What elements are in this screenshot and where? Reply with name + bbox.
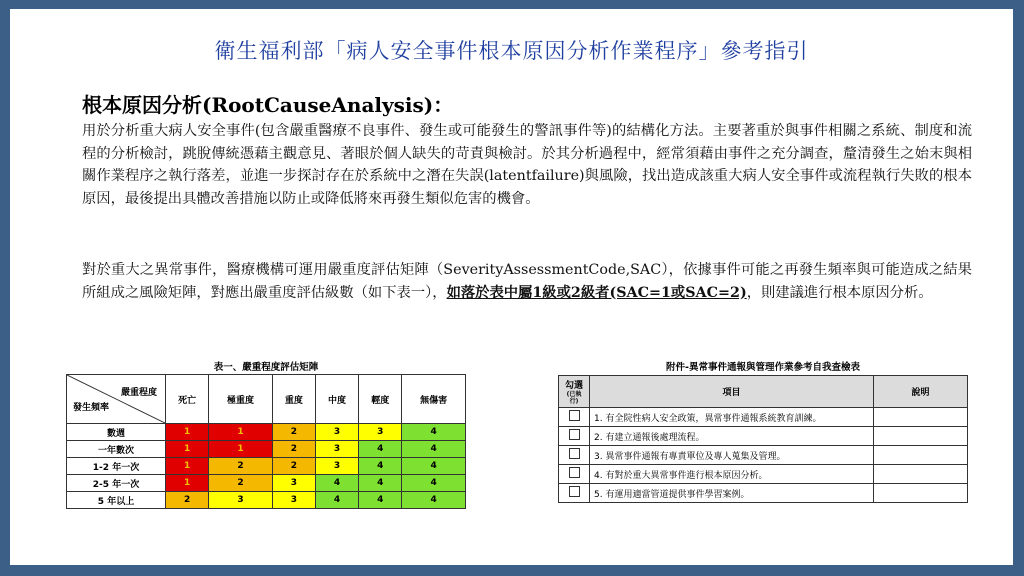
matrix-col-header: 死亡: [166, 375, 209, 424]
matrix-row-label: 2-5 年一次: [67, 475, 166, 492]
matrix-cell: 2: [272, 441, 315, 458]
matrix-cell: 2: [272, 458, 315, 475]
matrix-cell: 1: [166, 424, 209, 441]
matrix-header-row: [67, 375, 466, 424]
matrix-cell: 4: [402, 424, 466, 441]
matrix-cell: 3: [359, 424, 402, 441]
checklist-item: 2. 有建立通報後處理流程。: [590, 427, 874, 446]
matrix-cell: 4: [402, 458, 466, 475]
checkbox[interactable]: [569, 467, 580, 478]
matrix-cell: 4: [402, 492, 466, 509]
severity-matrix: [66, 374, 466, 509]
matrix-cell: 4: [359, 458, 402, 475]
checkbox-cell[interactable]: [559, 446, 590, 465]
matrix-cell: 4: [359, 441, 402, 458]
matrix-cell: 2: [272, 424, 315, 441]
checklist-item: 4. 有對於重大異常事件進行根本原因分析。: [590, 465, 874, 484]
checklist-row: [559, 484, 968, 503]
matrix-col-header: 重度: [272, 375, 315, 424]
matrix-row: [67, 424, 466, 441]
remark-cell: [874, 408, 968, 427]
matrix-cell: 4: [359, 492, 402, 509]
matrix-cell: 3: [272, 492, 315, 509]
checkbox[interactable]: [569, 429, 580, 440]
matrix-cell: 3: [315, 424, 358, 441]
remark-cell: [874, 484, 968, 503]
matrix-cell: 4: [402, 441, 466, 458]
matrix-cell: 3: [315, 458, 358, 475]
checkbox-cell[interactable]: [559, 408, 590, 427]
sac-paragraph-end: ，則建議進行根本原因分析。: [746, 284, 933, 301]
sac-paragraph-text: 對於重大之異常事件，醫療機構可運用嚴重度評估矩陣（SeverityAssessmentCode,SAC），依據事件可能之再發生頻率與可能造成之結果所組成之風險矩陣，對應出嚴重度評估級數（如下表一），: [82, 262, 972, 301]
checklist-caption: 附件-異常事件通報與管理作業參考自我查檢表: [666, 362, 860, 373]
matrix-row: [67, 441, 466, 458]
matrix-row: [67, 475, 466, 492]
matrix-row-label: 一年數次: [67, 441, 166, 458]
matrix-cell: 4: [402, 475, 466, 492]
checklist-item: 3. 異常事件通報有專責單位及專人蒐集及管理。: [590, 446, 874, 465]
corner-frequency-label: 發生頻率: [73, 403, 110, 413]
checklist-row: [559, 427, 968, 446]
corner-severity-label: 嚴重程度: [120, 388, 157, 398]
check-col-label: 勾選: [564, 381, 583, 391]
matrix-cell: 1: [166, 475, 209, 492]
checklist-item: 1. 有全院性病人安全政策，異常事件通報系統教育訓練。: [590, 408, 874, 427]
remark-cell: [874, 427, 968, 446]
sac-paragraph: [82, 259, 972, 304]
checklist-row: [559, 446, 968, 465]
matrix-row-label: 數週: [67, 424, 166, 441]
matrix-cell: 4: [315, 492, 358, 509]
matrix-col-header: 極重度: [209, 375, 273, 424]
remark-cell: [874, 446, 968, 465]
slide-title: 衛生福利部「病人安全事件根本原因分析作業程序」參考指引: [214, 39, 809, 63]
matrix-row-label: 1-2 年一次: [67, 458, 166, 475]
matrix-cell: 3: [209, 492, 273, 509]
matrix-cell: 2: [166, 492, 209, 509]
matrix-cell: 3: [272, 475, 315, 492]
sac-emphasis: 如落於表中屬1級或2級者(SAC=1或SAC=2): [446, 284, 747, 301]
self-check-table: [558, 375, 968, 503]
checklist-header-row: [559, 376, 968, 408]
checkbox-cell[interactable]: [559, 427, 590, 446]
remark-cell: [874, 465, 968, 484]
matrix-col-header: 輕度: [359, 375, 402, 424]
matrix-cell: 4: [315, 475, 358, 492]
matrix-col-header: 無傷害: [402, 375, 466, 424]
checkbox[interactable]: [569, 448, 580, 459]
matrix-cell: 2: [209, 458, 273, 475]
checkbox-cell[interactable]: [559, 465, 590, 484]
check-col-header: [559, 376, 590, 408]
matrix-cell: 1: [166, 458, 209, 475]
checklist-item: 5. 有運用適當管道提供事件學習案例。: [590, 484, 874, 503]
checkbox[interactable]: [569, 486, 580, 497]
matrix-row: [67, 492, 466, 509]
check-col-sublabel: (已執行): [566, 391, 582, 405]
matrix-row: [67, 458, 466, 475]
matrix-cell: 1: [166, 441, 209, 458]
matrix-col-header: 中度: [315, 375, 358, 424]
matrix-cell: 1: [209, 441, 273, 458]
matrix-row-label: 5 年以上: [67, 492, 166, 509]
section-heading: 根本原因分析(RootCauseAnalysis)：: [82, 93, 454, 117]
checkbox[interactable]: [569, 410, 580, 421]
diagonal-line: [67, 375, 165, 423]
matrix-cell: 4: [359, 475, 402, 492]
checklist-row: [559, 465, 968, 484]
slide: [10, 9, 1013, 565]
definition-paragraph: 用於分析重大病人安全事件(包含嚴重醫療不良事件、發生或可能發生的警訊事件等)的結構化方法。主要著重於與事件相關之系統、制度和流程的分析檢討，跳脫傳統憑藉主觀意見、著眼於個人缺失的苛責與檢討。於其分析過程中，經常須藉由事件之充分調查，釐清發生之始末與相關作業程序之執行落差，並進一步探討存在於系統中之潛在失誤(latentfailure)與風險，找出造成該重大病人安全事件或流程執行失敗的根本原因，最後提出具體改善措施以防止或降低將來再發生類似危害的機會。: [82, 123, 972, 207]
matrix-cell: 3: [315, 441, 358, 458]
item-col-header: 項目: [590, 376, 874, 408]
matrix-cell: 2: [209, 475, 273, 492]
matrix-corner: [67, 375, 166, 424]
matrix-cell: 1: [209, 424, 273, 441]
remark-col-header: 說明: [874, 376, 968, 408]
checklist-row: [559, 408, 968, 427]
checkbox-cell[interactable]: [559, 484, 590, 503]
matrix-caption: 表一、嚴重程度評估矩陣: [213, 362, 319, 373]
